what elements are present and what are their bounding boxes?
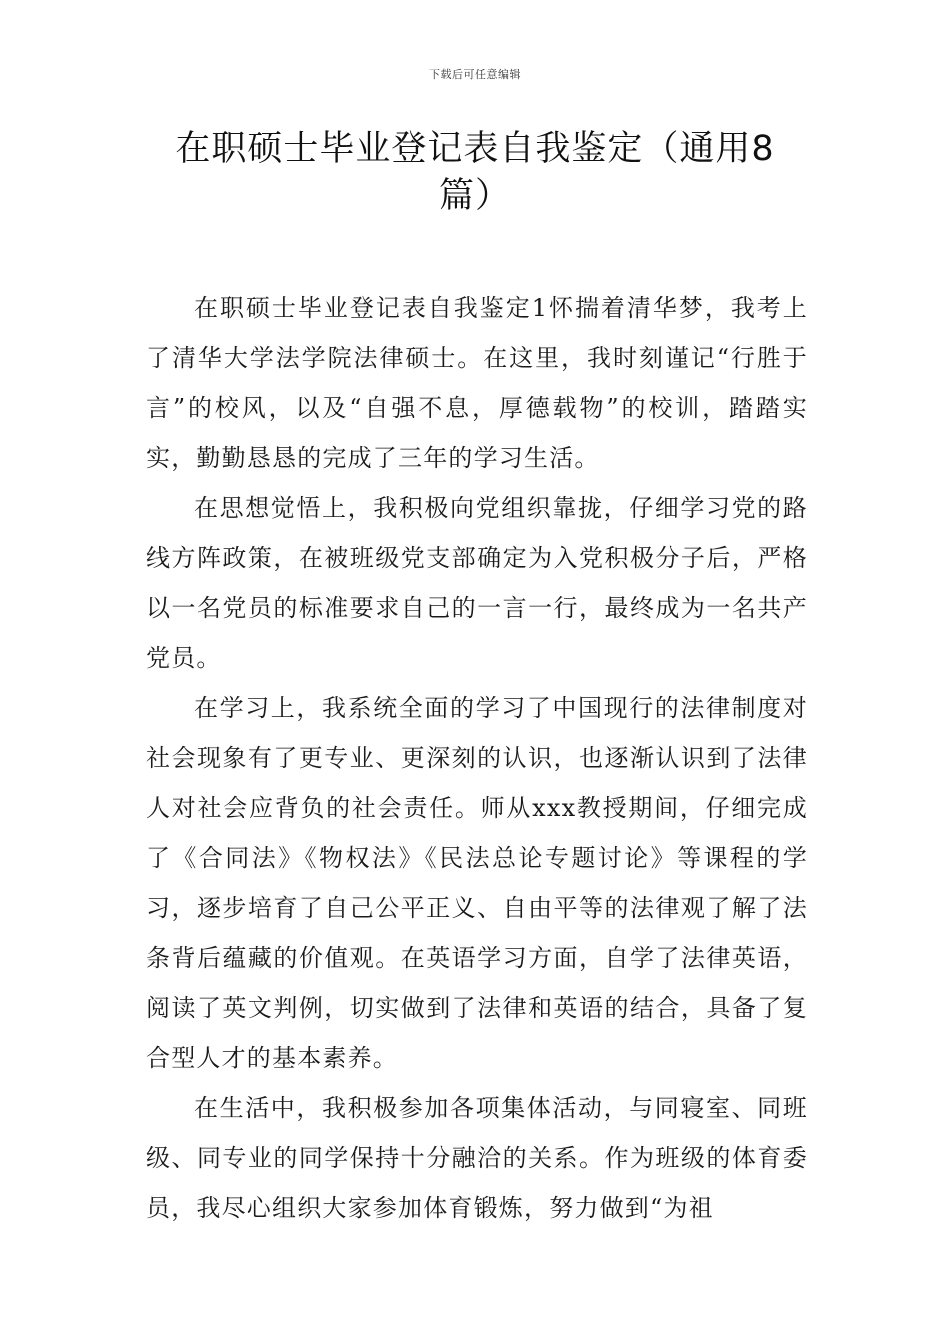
paragraph-2: 在思想觉悟上，我积极向党组织靠拢，仔细学习党的路线方阵政策，在被班级党支部确定为入党积极分子后，严格以一名党员的标准要求自己的一言一行，最终成为一名共产党员。 <box>146 494 808 672</box>
document-title: 在职硕士毕业登记表自我鉴定（通用8篇） <box>175 129 775 216</box>
paragraph-3: 在学习上，我系统全面的学习了中国现行的法律制度对社会现象有了更专业、更深刻的认识，也逐渐认识到了法律人对社会应背负的社会责任。师从xxx教授期间，仔细完成了《合同法》《物权法》《民法总论专题讨论》等课程的学习，逐步培育了自己公平正义、自由平等的法律观了解了法条背后蕴藏的价值观。在英语学习方面，自学了法律英语，阅读了英文判例，切实做到了法律和英语的结合，具备了复合型人才的基本素养。 <box>146 694 808 1072</box>
paragraph-4: 在生活中，我积极参加各项集体活动，与同寝室、同班级、同专业的同学保持十分融洽的关系。作为班级的体育委员，我尽心组织大家参加体育锻炼，努力做到“为祖 <box>146 1094 808 1222</box>
header-note: 下载后可任意编辑 <box>429 68 521 81</box>
paragraph-1: 在职硕士毕业登记表自我鉴定1怀揣着清华梦，我考上了清华大学法学院法律硕士。在这里，我时刻谨记“行胜于言”的校风，以及“自强不息，厚德载物”的校训，踏踏实实，勤勤恳恳的完成了三年的学习生活。 <box>146 294 808 472</box>
document-body <box>146 283 808 1233</box>
